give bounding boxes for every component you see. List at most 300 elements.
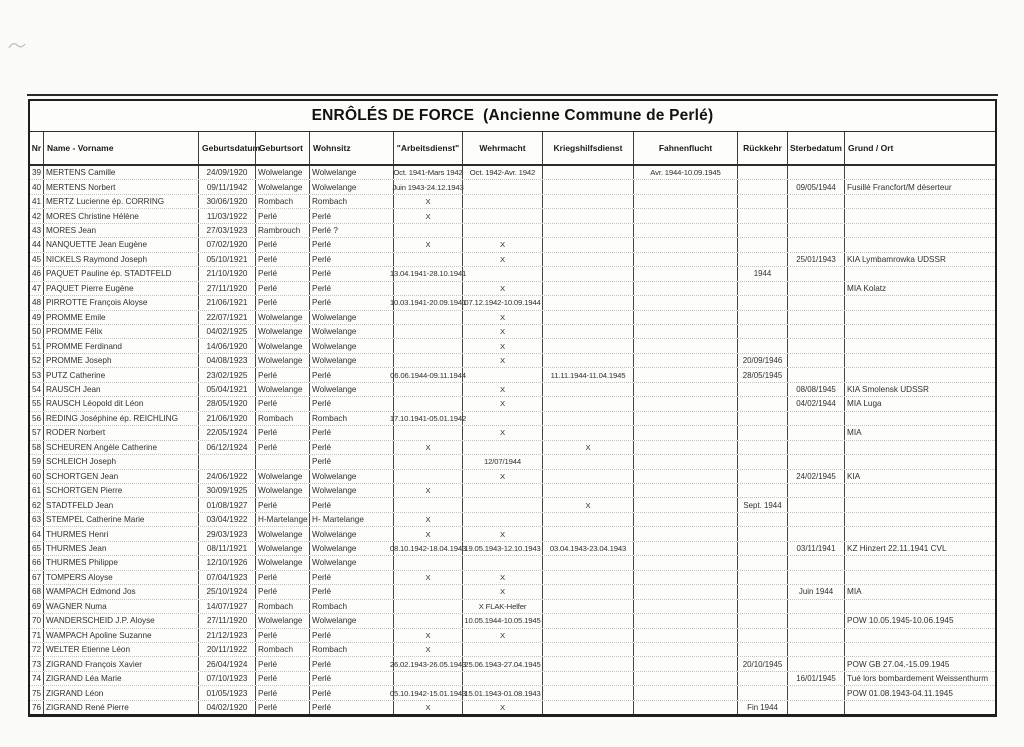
- table-row: [30, 512, 995, 526]
- cell-kriegshilfsdienst: [542, 470, 633, 483]
- cell-wehrmacht: 10.05.1944-10.05.1945: [462, 614, 542, 627]
- cell-arbeitsdienst: 26.02.1943-26.05.1943: [393, 657, 462, 670]
- cell-kriegshilfsdienst: [542, 180, 633, 193]
- cell-name: PROMME Ferdinand: [43, 339, 198, 352]
- table-row: [30, 613, 995, 627]
- cell-wohnsitz: Perlé ?: [309, 224, 393, 237]
- cell-fahnenflucht: [633, 426, 737, 439]
- cell-grund-ort: [844, 311, 995, 324]
- cell-wohnsitz: Rombach: [309, 643, 393, 656]
- cell-geburtsdatum: 25/10/1924: [198, 585, 255, 598]
- table-row: [30, 584, 995, 598]
- cell-nr: 65: [31, 544, 42, 553]
- cell-name: MERTZ Lucienne ép. CORRING: [43, 195, 198, 208]
- col-header-name: Name - Vorname: [43, 132, 198, 164]
- cell-name: THURMES Jean: [43, 542, 198, 555]
- cell-sterbedatum: [787, 455, 844, 468]
- cell-sterbedatum: 03/11/1941: [787, 542, 844, 555]
- cell-kriegshilfsdienst: [542, 296, 633, 309]
- cell-fahnenflucht: [633, 209, 737, 222]
- cell-wehrmacht: X: [462, 354, 542, 367]
- cell-geburtsort: Perlé: [255, 701, 309, 714]
- cell-wohnsitz: Perlé: [309, 296, 393, 309]
- table-row: [30, 396, 995, 410]
- cell-geburtsdatum: [198, 455, 255, 468]
- cell-nr: 40: [31, 182, 42, 192]
- cell-geburtsdatum: 23/02/1925: [198, 368, 255, 381]
- cell-arbeitsdienst: [393, 383, 462, 396]
- cell-sterbedatum: [787, 412, 844, 425]
- cell-arbeitsdienst: 05.10.1942-15.01.1943: [393, 686, 462, 699]
- cell-wohnsitz: Perlé: [309, 426, 393, 439]
- cell-arbeitsdienst: Oct. 1941-Mars 1942: [393, 166, 462, 179]
- cell-kriegshilfsdienst: [542, 556, 633, 569]
- cell-nr: 68: [31, 587, 42, 597]
- cell-geburtsdatum: 21/06/1920: [198, 412, 255, 425]
- cell-wehrmacht: X: [462, 571, 542, 584]
- cell-name: THURMES Henri: [43, 527, 198, 540]
- cell-fahnenflucht: [633, 455, 737, 468]
- cell-rueckkehr: [737, 686, 787, 699]
- cell-wehrmacht: X: [462, 339, 542, 352]
- cell-sterbedatum: [787, 267, 844, 280]
- cell-geburtsdatum: 09/11/1942: [198, 180, 255, 193]
- cell-kriegshilfsdienst: [542, 527, 633, 540]
- cell-grund-ort: [844, 701, 995, 714]
- cell-sterbedatum: [787, 354, 844, 367]
- cell-fahnenflucht: [633, 643, 737, 656]
- cell-rueckkehr: [737, 325, 787, 338]
- cell-rueckkehr: [737, 195, 787, 208]
- table-row: [30, 642, 995, 656]
- cell-wohnsitz: Perlé: [309, 209, 393, 222]
- cell-fahnenflucht: Avr. 1944-10.09.1945: [633, 166, 737, 179]
- cell-rueckkehr: [737, 166, 787, 179]
- cell-fahnenflucht: [633, 195, 737, 208]
- cell-wohnsitz: Perlé: [309, 498, 393, 511]
- cell-wohnsitz: Perlé: [309, 368, 393, 381]
- cell-fahnenflucht: [633, 470, 737, 483]
- table-row: [30, 324, 995, 338]
- cell-geburtsort: Wolwelange: [255, 470, 309, 483]
- cell-kriegshilfsdienst: [542, 267, 633, 280]
- cell-rueckkehr: [737, 224, 787, 237]
- cell-nr: 67: [31, 572, 42, 582]
- table-title-main: ENRÔLÉS DE FORCE: [311, 107, 475, 124]
- cell-geburtsdatum: 06/12/1924: [198, 441, 255, 454]
- cell-kriegshilfsdienst: X: [542, 498, 633, 511]
- cell-geburtsdatum: 07/10/1923: [198, 672, 255, 685]
- cell-geburtsort: Wolwelange: [255, 527, 309, 540]
- cell-rueckkehr: Fin 1944: [737, 701, 787, 714]
- cell-rueckkehr: 28/05/1945: [737, 368, 787, 381]
- cell-geburtsort: Wolwelange: [255, 180, 309, 193]
- cell-arbeitsdienst: 17.10.1941-05.01.1942: [393, 412, 462, 425]
- cell-geburtsort: Perlé: [255, 209, 309, 222]
- table-row: [30, 628, 995, 642]
- cell-grund-ort: KIA: [844, 470, 995, 483]
- cell-kriegshilfsdienst: [542, 614, 633, 627]
- cell-grund-ort: [844, 441, 995, 454]
- cell-wohnsitz: Perlé: [309, 571, 393, 584]
- table-row: [30, 656, 995, 670]
- cell-grund-ort: [844, 166, 995, 179]
- cell-rueckkehr: [737, 397, 787, 410]
- cell-sterbedatum: 04/02/1944: [787, 397, 844, 410]
- cell-sterbedatum: [787, 643, 844, 656]
- cell-wehrmacht: 12/07/1944: [462, 455, 542, 468]
- cell-geburtsort: Perlé: [255, 686, 309, 699]
- cell-sterbedatum: [787, 339, 844, 352]
- cell-name: RODER Norbert: [43, 426, 198, 439]
- cell-arbeitsdienst: [393, 253, 462, 266]
- cell-name: SCHORTGEN Pierre: [43, 484, 198, 497]
- cell-grund-ort: [844, 498, 995, 511]
- cell-fahnenflucht: [633, 238, 737, 251]
- table-row: [30, 497, 995, 511]
- cell-geburtsdatum: 05/04/1921: [198, 383, 255, 396]
- cell-geburtsort: Wolwelange: [255, 166, 309, 179]
- cell-wehrmacht: [462, 484, 542, 497]
- col-header-wehrmacht: Wehrmacht: [462, 132, 542, 164]
- cell-sterbedatum: [787, 614, 844, 627]
- cell-geburtsort: Wolwelange: [255, 542, 309, 555]
- cell-grund-ort: KIA Smolensk UDSSR: [844, 383, 995, 396]
- cell-rueckkehr: [737, 282, 787, 295]
- cell-grund-ort: [844, 571, 995, 584]
- cell-geburtsdatum: 05/10/1921: [198, 253, 255, 266]
- cell-sterbedatum: [787, 556, 844, 569]
- cell-name: MORES Christine Hélène: [43, 209, 198, 222]
- enroles-de-force-table: [28, 99, 997, 717]
- cell-nr: 39: [31, 168, 42, 178]
- cell-geburtsdatum: 01/05/1923: [198, 686, 255, 699]
- cell-wehrmacht: X: [462, 282, 542, 295]
- cell-kriegshilfsdienst: [542, 238, 633, 251]
- cell-geburtsdatum: 27/11/1920: [198, 614, 255, 627]
- cell-arbeitsdienst: [393, 311, 462, 324]
- table-row: [30, 367, 995, 381]
- cell-fahnenflucht: [633, 542, 737, 555]
- cell-nr: 61: [31, 486, 42, 496]
- cell-grund-ort: [844, 209, 995, 222]
- cell-kriegshilfsdienst: 11.11.1944-11.04.1945: [542, 368, 633, 381]
- cell-name: STEMPEL Catherine Marie: [43, 513, 198, 526]
- cell-name: PAQUET Pierre Eugène: [43, 282, 198, 295]
- cell-name: PROMME Joseph: [43, 354, 198, 367]
- cell-grund-ort: MIA Luga: [844, 397, 995, 410]
- cell-grund-ort: [844, 267, 995, 280]
- cell-wehrmacht: 15.01.1943-01.08.1943: [462, 686, 542, 699]
- cell-name: MERTENS Norbert: [43, 180, 198, 193]
- cell-kriegshilfsdienst: [542, 600, 633, 613]
- cell-sterbedatum: [787, 498, 844, 511]
- cell-arbeitsdienst: [393, 339, 462, 352]
- cell-grund-ort: Tué lors bombardement Weissenthurm: [844, 672, 995, 685]
- table-row: [30, 671, 995, 685]
- cell-fahnenflucht: [633, 513, 737, 526]
- cell-arbeitsdienst: 13.04.1941-28.10.1941: [393, 267, 462, 280]
- cell-arbeitsdienst: 08.10.1942-18.04.1943: [393, 542, 462, 555]
- cell-rueckkehr: 1944: [737, 267, 787, 280]
- table-row: [30, 454, 995, 468]
- cell-grund-ort: [844, 339, 995, 352]
- table-row: [30, 266, 995, 280]
- cell-kriegshilfsdienst: [542, 339, 633, 352]
- cell-wohnsitz: Rombach: [309, 600, 393, 613]
- cell-rueckkehr: [737, 426, 787, 439]
- cell-fahnenflucht: [633, 325, 737, 338]
- cell-geburtsort: Perlé: [255, 585, 309, 598]
- cell-fahnenflucht: [633, 498, 737, 511]
- cell-rueckkehr: [737, 513, 787, 526]
- cell-rueckkehr: [737, 629, 787, 642]
- cell-kriegshilfsdienst: [542, 426, 633, 439]
- cell-name: MORES Jean: [43, 224, 198, 237]
- cell-kriegshilfsdienst: [542, 571, 633, 584]
- table-row: [30, 166, 995, 179]
- cell-kriegshilfsdienst: X: [542, 441, 633, 454]
- cell-geburtsort: [255, 455, 309, 468]
- cell-fahnenflucht: [633, 368, 737, 381]
- cell-grund-ort: [844, 412, 995, 425]
- cell-name: PAQUET Pauline ép. STADTFELD: [43, 267, 198, 280]
- cell-fahnenflucht: [633, 556, 737, 569]
- cell-nr: 69: [31, 601, 42, 611]
- cell-kriegshilfsdienst: [542, 412, 633, 425]
- cell-nr: 53: [31, 370, 42, 380]
- cell-geburtsdatum: 01/08/1927: [198, 498, 255, 511]
- cell-wehrmacht: [462, 195, 542, 208]
- cell-grund-ort: [844, 368, 995, 381]
- cell-kriegshilfsdienst: [542, 354, 633, 367]
- cell-geburtsdatum: 22/07/1921: [198, 311, 255, 324]
- cell-wohnsitz: Perlé: [309, 238, 393, 251]
- cell-wohnsitz: Wolwelange: [309, 339, 393, 352]
- cell-name: RAUSCH Léopold dit Léon: [43, 397, 198, 410]
- cell-grund-ort: [844, 354, 995, 367]
- cell-kriegshilfsdienst: [542, 311, 633, 324]
- cell-grund-ort: [844, 325, 995, 338]
- cell-wohnsitz: Wolwelange: [309, 166, 393, 179]
- table-row: [30, 179, 995, 193]
- cell-rueckkehr: [737, 441, 787, 454]
- cell-nr: 42: [31, 211, 42, 221]
- cell-wohnsitz: Perlé: [309, 282, 393, 295]
- cell-rueckkehr: 20/10/1945: [737, 657, 787, 670]
- cell-geburtsdatum: 12/10/1926: [198, 556, 255, 569]
- cell-geburtsort: Perlé: [255, 282, 309, 295]
- cell-geburtsort: Rombach: [255, 600, 309, 613]
- table-row: [30, 425, 995, 439]
- cell-wehrmacht: [462, 672, 542, 685]
- cell-sterbedatum: 09/05/1944: [787, 180, 844, 193]
- cell-wehrmacht: [462, 180, 542, 193]
- cell-wehrmacht: X: [462, 426, 542, 439]
- cell-wehrmacht: 25.06.1943-27.04.1945: [462, 657, 542, 670]
- cell-name: TOMPERS Aloyse: [43, 571, 198, 584]
- cell-geburtsort: Wolwelange: [255, 325, 309, 338]
- cell-grund-ort: [844, 484, 995, 497]
- cell-nr: 75: [31, 688, 42, 698]
- cell-geburtsdatum: 24/09/1920: [198, 166, 255, 179]
- cell-rueckkehr: [737, 542, 787, 555]
- cell-sterbedatum: [787, 311, 844, 324]
- cell-fahnenflucht: [633, 267, 737, 280]
- cell-kriegshilfsdienst: 03.04.1943-23.04.1943: [542, 542, 633, 555]
- cell-wehrmacht: X: [462, 311, 542, 324]
- cell-wohnsitz: Perlé: [309, 657, 393, 670]
- cell-grund-ort: [844, 296, 995, 309]
- cell-rueckkehr: [737, 209, 787, 222]
- cell-arbeitsdienst: [393, 498, 462, 511]
- cell-sterbedatum: [787, 600, 844, 613]
- cell-geburtsort: Perlé: [255, 368, 309, 381]
- cell-rueckkehr: [737, 470, 787, 483]
- cell-sterbedatum: [787, 484, 844, 497]
- cell-nr: 73: [31, 659, 42, 669]
- cell-nr: 55: [31, 399, 42, 409]
- cell-geburtsdatum: 04/02/1925: [198, 325, 255, 338]
- cell-wohnsitz: Perlé: [309, 397, 393, 410]
- cell-nr: 58: [31, 442, 42, 452]
- cell-geburtsdatum: 11/03/1922: [198, 209, 255, 222]
- col-header-sterbedatum: Sterbedatum: [787, 132, 844, 164]
- cell-sterbedatum: [787, 209, 844, 222]
- cell-grund-ort: [844, 513, 995, 526]
- cell-sterbedatum: [787, 629, 844, 642]
- cell-grund-ort: [844, 455, 995, 468]
- cell-wohnsitz: Wolwelange: [309, 311, 393, 324]
- cell-wehrmacht: X FLAK-Helfer: [462, 600, 542, 613]
- cell-sterbedatum: Juin 1944: [787, 585, 844, 598]
- table-row: [30, 382, 995, 396]
- cell-rueckkehr: [737, 643, 787, 656]
- cell-arbeitsdienst: [393, 325, 462, 338]
- cell-fahnenflucht: [633, 672, 737, 685]
- cell-fahnenflucht: [633, 600, 737, 613]
- cell-kriegshilfsdienst: [542, 166, 633, 179]
- cell-kriegshilfsdienst: [542, 253, 633, 266]
- cell-name: SCHLEICH Joseph: [43, 455, 198, 468]
- cell-grund-ort: POW 01.08.1943-04.11.1945: [844, 686, 995, 699]
- cell-nr: 59: [31, 457, 42, 467]
- cell-wohnsitz: Wolwelange: [309, 180, 393, 193]
- cell-sterbedatum: [787, 166, 844, 179]
- cell-wohnsitz: Wolwelange: [309, 383, 393, 396]
- cell-arbeitsdienst: X: [393, 571, 462, 584]
- cell-wohnsitz: Perlé: [309, 441, 393, 454]
- cell-wohnsitz: Perlé: [309, 253, 393, 266]
- cell-nr: 52: [31, 356, 42, 366]
- cell-nr: 48: [31, 298, 42, 308]
- cell-fahnenflucht: [633, 657, 737, 670]
- table-row: [30, 526, 995, 540]
- cell-geburtsort: Perlé: [255, 397, 309, 410]
- cell-name: ZIGRAND Léa Marie: [43, 672, 198, 685]
- cell-geburtsort: Perlé: [255, 657, 309, 670]
- cell-fahnenflucht: [633, 282, 737, 295]
- cell-fahnenflucht: [633, 180, 737, 193]
- cell-geburtsort: Perlé: [255, 498, 309, 511]
- cell-arbeitsdienst: [393, 585, 462, 598]
- cell-nr: 54: [31, 385, 42, 395]
- cell-geburtsort: Wolwelange: [255, 484, 309, 497]
- table-row: [30, 281, 995, 295]
- cell-name: NICKELS Raymond Joseph: [43, 253, 198, 266]
- cell-nr: 64: [31, 529, 42, 539]
- cell-sterbedatum: [787, 238, 844, 251]
- table-row: [30, 685, 995, 699]
- cell-wohnsitz: Wolwelange: [309, 470, 393, 483]
- col-header-wohnsitz: Wohnsitz: [309, 132, 393, 164]
- cell-wohnsitz: Rombach: [309, 412, 393, 425]
- table-top-edge-line: [27, 94, 998, 96]
- cell-rueckkehr: [737, 296, 787, 309]
- cell-geburtsdatum: 14/07/1927: [198, 600, 255, 613]
- cell-grund-ort: MIA: [844, 585, 995, 598]
- cell-rueckkehr: [737, 238, 787, 251]
- table-row: [30, 483, 995, 497]
- cell-sterbedatum: 25/01/1943: [787, 253, 844, 266]
- cell-wehrmacht: X: [462, 629, 542, 642]
- cell-sterbedatum: [787, 686, 844, 699]
- cell-wohnsitz: Perlé: [309, 629, 393, 642]
- cell-kriegshilfsdienst: [542, 701, 633, 714]
- cell-wohnsitz: Perlé: [309, 686, 393, 699]
- cell-nr: 49: [31, 312, 42, 322]
- cell-arbeitsdienst: Juin 1943-24.12.1943: [393, 180, 462, 193]
- cell-arbeitsdienst: [393, 455, 462, 468]
- cell-grund-ort: [844, 224, 995, 237]
- cell-name: SCHEUREN Angèle Catherine: [43, 441, 198, 454]
- cell-rueckkehr: 20/09/1946: [737, 354, 787, 367]
- cell-sterbedatum: [787, 296, 844, 309]
- cell-nr: 71: [31, 630, 42, 640]
- cell-grund-ort: MIA Kolatz: [844, 282, 995, 295]
- cell-name: WELTER Etienne Léon: [43, 643, 198, 656]
- cell-geburtsort: Wolwelange: [255, 339, 309, 352]
- cell-fahnenflucht: [633, 311, 737, 324]
- cell-geburtsort: Perlé: [255, 238, 309, 251]
- cell-arbeitsdienst: 10.03.1941-20.09.1941: [393, 296, 462, 309]
- cell-geburtsort: Perlé: [255, 267, 309, 280]
- cell-kriegshilfsdienst: [542, 484, 633, 497]
- table-row: [30, 310, 995, 324]
- cell-geburtsort: Perlé: [255, 253, 309, 266]
- cell-grund-ort: [844, 629, 995, 642]
- cell-wohnsitz: Rombach: [309, 195, 393, 208]
- cell-rueckkehr: [737, 253, 787, 266]
- cell-fahnenflucht: [633, 397, 737, 410]
- cell-rueckkehr: [737, 571, 787, 584]
- cell-name: ZIGRAND François Xavier: [43, 657, 198, 670]
- cell-arbeitsdienst: X: [393, 629, 462, 642]
- cell-geburtsort: Rombach: [255, 195, 309, 208]
- cell-grund-ort: Fusillé Francfort/M déserteur: [844, 180, 995, 193]
- cell-wehrmacht: [462, 498, 542, 511]
- cell-sterbedatum: 08/08/1945: [787, 383, 844, 396]
- cell-nr: 47: [31, 283, 42, 293]
- cell-wohnsitz: Perlé: [309, 267, 393, 280]
- table-title: [30, 101, 995, 132]
- cell-wehrmacht: [462, 412, 542, 425]
- cell-fahnenflucht: [633, 253, 737, 266]
- table-row: [30, 570, 995, 584]
- cell-arbeitsdienst: [393, 672, 462, 685]
- cell-rueckkehr: [737, 484, 787, 497]
- cell-name: REDING Joséphine ép. REICHLING: [43, 412, 198, 425]
